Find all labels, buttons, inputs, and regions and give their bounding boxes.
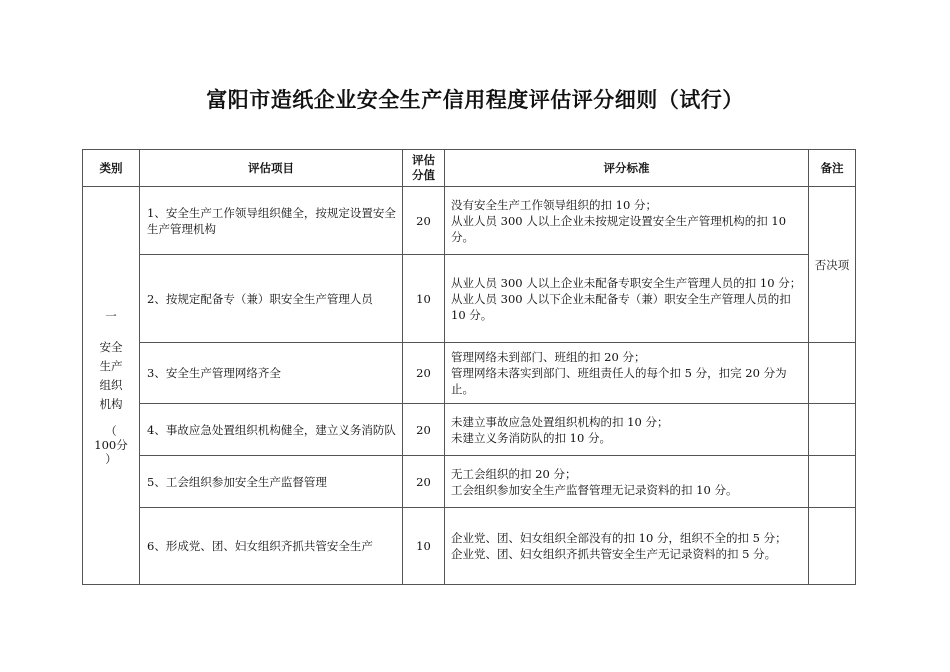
item-cell: 5、工会组织参加安全生产监督管理 (140, 456, 403, 508)
standard-line: 企业党、团、妇女组织全部没有的扣 10 分，组织不全的扣 5 分； (451, 531, 787, 545)
score-cell: 10 (403, 255, 445, 343)
score-cell: 20 (403, 343, 445, 404)
standard-line: 从业人员 300 人以上企业未配备专职安全生产管理人员的扣 10 分； (451, 275, 802, 290)
standard-cell (445, 508, 809, 585)
score-cell: 20 (403, 187, 445, 255)
standard-cell (445, 404, 809, 456)
note-cell-empty (809, 508, 856, 585)
table-row (83, 456, 856, 508)
standard-line: 企业党、团、妇女组织齐抓共管安全生产无记录资料的扣 5 分。 (451, 547, 777, 561)
standard-cell (445, 456, 809, 508)
standard-line: 无工会组织的扣 20 分； (451, 466, 577, 481)
header-item: 评估项目 (140, 150, 403, 187)
standard-cell (445, 187, 809, 255)
table-row (83, 187, 856, 255)
standard-line: 工会组织参加安全生产监督管理无记录资料的扣 10 分。 (451, 482, 738, 497)
standard-line: 未建立事故应急处置组织机构的扣 10 分； (451, 414, 669, 429)
score-cell: 20 (403, 456, 445, 508)
standard-line: 管理网络未落实到部门、班组责任人的每个扣 5 分，扣完 20 分为止。 (451, 366, 787, 396)
score-cell: 20 (403, 404, 445, 456)
item-cell: 4、事故应急处置组织机构健全，建立义务消防队 (140, 404, 403, 456)
standard-line: 未建立义务消防队的扣 10 分。 (451, 430, 611, 445)
category-number: 一 (105, 308, 117, 323)
standard-cell (445, 343, 809, 404)
note-cell: 否决项 (809, 187, 856, 343)
item-cell: 6、形成党、团、妇女组织齐抓共管安全生产 (140, 508, 403, 585)
header-category: 类别 (83, 150, 140, 187)
score-cell: 10 (403, 508, 445, 585)
header-note: 备注 (809, 150, 856, 187)
table-row (83, 404, 856, 456)
category-name: 安全生产组织机构 (99, 339, 123, 411)
table-row (83, 255, 856, 343)
note-cell-empty (809, 456, 856, 508)
standard-cell (445, 255, 809, 343)
header-score: 评估分值 (403, 150, 445, 187)
standard-line: 从业人员 300 人以下企业未配备专（兼）职安全生产管理人员的扣 10 分。 (451, 291, 791, 322)
scoring-table (82, 149, 856, 585)
standard-line: 管理网络未到部门、班组的扣 20 分； (451, 350, 646, 364)
standard-line: 没有安全生产工作领导组织的扣 10 分； (451, 197, 657, 212)
note-cell-empty (809, 343, 856, 404)
category-paren-close: ） (105, 451, 117, 466)
category-score: 100分 (94, 437, 128, 452)
header-standard: 评分标准 (445, 150, 809, 187)
item-cell: 3、安全生产管理网络齐全 (140, 343, 403, 404)
table-row (83, 508, 856, 585)
page-title: 富阳市造纸企业安全生产信用程度评估评分细则（试行） (206, 88, 744, 112)
item-cell: 1、安全生产工作领导组织健全，按规定设置安全生产管理机构 (140, 187, 403, 255)
category-paren-open: （ (105, 423, 117, 438)
item-cell: 2、按规定配备专（兼）职安全生产管理人员 (140, 255, 403, 343)
standard-line: 从业人员 300 人以上企业未按规定设置安全生产管理机构的扣 10 分。 (451, 213, 787, 244)
note-cell-empty (809, 404, 856, 456)
table-row (83, 343, 856, 404)
table-header-row (83, 150, 856, 187)
category-cell (83, 187, 140, 585)
